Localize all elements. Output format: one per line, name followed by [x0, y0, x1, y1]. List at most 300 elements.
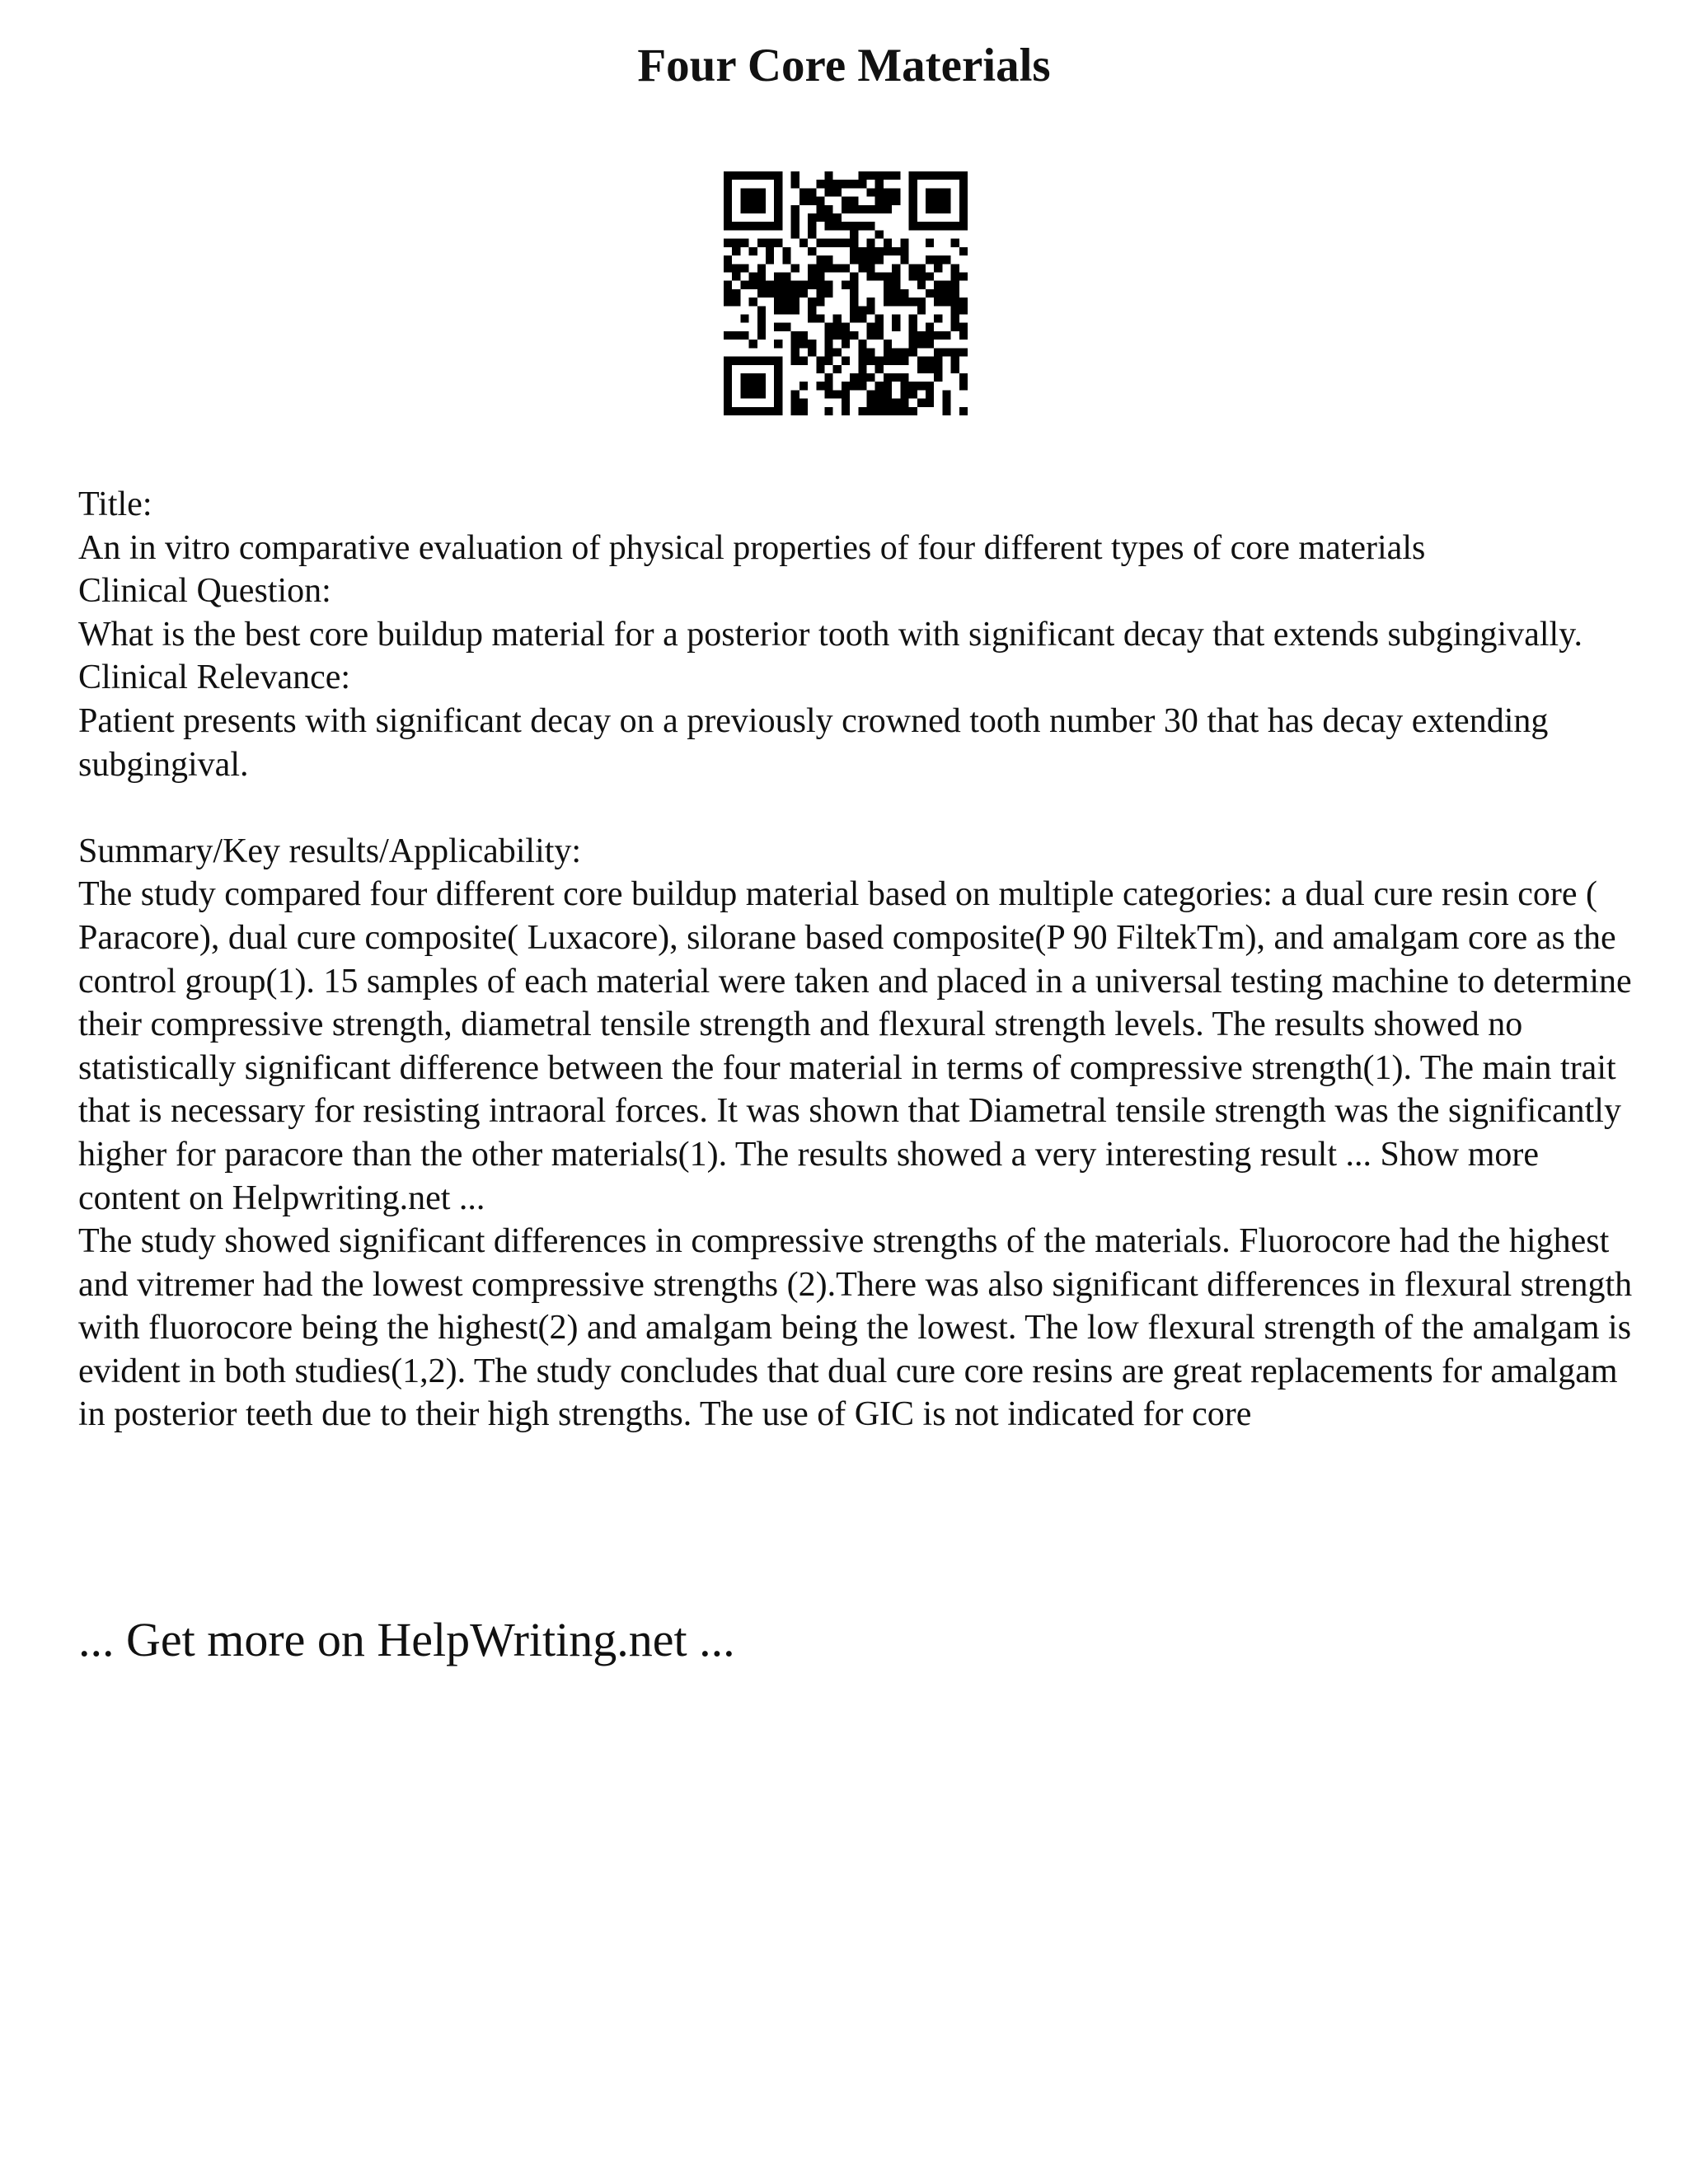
qr-module	[808, 272, 816, 280]
qr-module	[900, 298, 908, 306]
qr-module	[892, 298, 900, 306]
qr-module	[892, 264, 900, 272]
qr-module	[850, 255, 858, 264]
qr-module	[884, 407, 892, 415]
qr-module	[833, 323, 842, 331]
qr-module	[782, 306, 790, 314]
qr-module	[884, 348, 892, 356]
qr-module	[926, 171, 934, 180]
qr-module	[917, 264, 926, 272]
qr-module	[934, 331, 942, 340]
qr-module	[926, 255, 934, 264]
qr-module	[791, 180, 799, 188]
qr-module	[833, 315, 842, 323]
qr-module	[875, 315, 884, 323]
qr-module	[858, 180, 866, 188]
qr-module	[824, 407, 832, 415]
section-spacer	[78, 786, 1644, 830]
qr-module	[942, 289, 950, 298]
qr-module	[934, 357, 942, 365]
qr-module	[842, 281, 850, 289]
qr-module	[774, 188, 782, 196]
qr-module	[766, 289, 774, 298]
qr-module	[824, 222, 832, 230]
qr-module	[942, 188, 950, 196]
qr-module	[749, 298, 757, 306]
qr-module	[942, 197, 950, 205]
qr-module	[782, 255, 790, 264]
qr-module	[942, 348, 950, 356]
qr-code-icon	[724, 171, 968, 415]
qr-module	[740, 373, 748, 382]
title-text: An in vitro comparative evaluation of physical properties of four different types of core materials	[78, 528, 1426, 567]
qr-module	[884, 188, 892, 196]
qr-module	[791, 205, 799, 213]
qr-module	[942, 399, 950, 407]
qr-module	[757, 205, 766, 213]
qr-module	[774, 357, 782, 365]
qr-module	[824, 255, 832, 264]
qr-module	[791, 306, 799, 314]
qr-module	[926, 289, 934, 298]
qr-module	[749, 407, 757, 415]
qr-module	[842, 205, 850, 213]
qr-module	[774, 390, 782, 398]
qr-module	[724, 171, 732, 180]
qr-module	[892, 399, 900, 407]
summary-paragraph-2: The study showed significant differences in compressive strengths of the materials. Fluorocore had the highest and vitremer had the lowest compressive strengths (2).There was also significant differences in flexural strength with fluorocore being the highest(2) and amalgam being the lowest. The low flexural strength of the amalgam is evident in both studies(1,2). The study concludes that dual cure core resins are great replacements for amalgam in posterior teeth due to their high strengths. The use of GIC is not indicated for core	[78, 1222, 1633, 1434]
qr-module	[867, 298, 875, 306]
qr-module	[850, 239, 858, 247]
qr-module	[934, 171, 942, 180]
qr-module	[850, 222, 858, 230]
qr-module	[808, 298, 816, 306]
qr-module	[875, 247, 884, 255]
qr-module	[892, 323, 900, 331]
qr-module	[909, 407, 917, 415]
qr-module	[782, 272, 790, 280]
qr-module	[842, 399, 850, 407]
qr-module	[942, 255, 950, 264]
qr-module	[740, 315, 748, 323]
qr-module	[900, 382, 908, 390]
qr-module	[816, 365, 824, 373]
qr-module	[892, 247, 900, 255]
qr-module	[867, 348, 875, 356]
qr-module	[917, 298, 926, 306]
qr-module	[749, 205, 757, 213]
qr-module	[892, 407, 900, 415]
qr-module	[934, 365, 942, 373]
qr-module	[757, 331, 766, 340]
qr-module	[791, 340, 799, 348]
qr-module	[858, 306, 866, 314]
qr-module	[850, 289, 858, 298]
qr-module	[850, 298, 858, 306]
qr-module	[867, 357, 875, 365]
qr-module	[791, 331, 799, 340]
qr-module	[757, 390, 766, 398]
qr-module	[900, 247, 908, 255]
qr-module	[724, 390, 732, 398]
qr-module	[724, 331, 732, 340]
qr-module	[875, 205, 884, 213]
qr-module	[951, 315, 959, 323]
qr-module	[824, 171, 832, 180]
qr-module	[892, 272, 900, 280]
qr-module	[799, 289, 808, 298]
qr-module	[757, 281, 766, 289]
qr-module	[858, 247, 866, 255]
qr-module	[900, 255, 908, 264]
qr-module	[774, 399, 782, 407]
qr-module	[959, 247, 968, 255]
qr-module	[791, 407, 799, 415]
qr-module	[749, 222, 757, 230]
qr-module	[740, 264, 748, 272]
qr-module	[774, 306, 782, 314]
qr-module	[909, 171, 917, 180]
qr-module	[867, 390, 875, 398]
qr-module	[951, 298, 959, 306]
qr-module	[782, 323, 790, 331]
qr-module	[842, 390, 850, 398]
qr-module	[774, 323, 782, 331]
qr-module	[791, 222, 799, 230]
qr-module	[942, 331, 950, 340]
qr-module	[833, 264, 842, 272]
qr-module	[850, 315, 858, 323]
qr-module	[824, 357, 832, 365]
qr-module	[934, 188, 942, 196]
qr-module	[824, 382, 832, 390]
qr-module	[867, 331, 875, 340]
qr-module	[816, 289, 824, 298]
get-more-link[interactable]: ... Get more on HelpWriting.net ...	[78, 1613, 735, 1666]
qr-module	[926, 399, 934, 407]
qr-module	[816, 357, 824, 365]
qr-module	[833, 213, 842, 222]
qr-module	[926, 239, 934, 247]
qr-module	[816, 315, 824, 323]
qr-module	[740, 281, 748, 289]
qr-module	[808, 348, 816, 356]
qr-module	[858, 382, 866, 390]
qr-module	[858, 357, 866, 365]
qr-module	[909, 390, 917, 398]
qr-module	[900, 407, 908, 415]
qr-module	[867, 272, 875, 280]
qr-module	[766, 255, 774, 264]
qr-module	[909, 382, 917, 390]
qr-module	[951, 357, 959, 365]
qr-module	[724, 213, 732, 222]
qr-module	[824, 180, 832, 188]
qr-module	[850, 247, 858, 255]
qr-module	[959, 306, 968, 314]
qr-module	[766, 171, 774, 180]
qr-module	[867, 407, 875, 415]
qr-module	[850, 331, 858, 340]
qr-module	[766, 407, 774, 415]
qr-module	[858, 171, 866, 180]
qr-module	[892, 197, 900, 205]
qr-module	[833, 348, 842, 356]
qr-module	[942, 407, 950, 415]
qr-module	[749, 357, 757, 365]
qr-module	[884, 373, 892, 382]
qr-module	[926, 197, 934, 205]
qr-module	[867, 264, 875, 272]
qr-module	[934, 315, 942, 323]
qr-module	[824, 348, 832, 356]
qr-module	[858, 255, 866, 264]
qr-module	[774, 205, 782, 213]
qr-module	[749, 188, 757, 196]
qr-module	[875, 197, 884, 205]
qr-module	[850, 197, 858, 205]
qr-module	[909, 331, 917, 340]
qr-module	[766, 239, 774, 247]
qr-module	[724, 365, 732, 373]
qr-module	[782, 281, 790, 289]
qr-module	[740, 188, 748, 196]
qr-module	[926, 272, 934, 280]
qr-module	[926, 331, 934, 340]
qr-module	[824, 213, 832, 222]
qr-module	[884, 205, 892, 213]
qr-module	[917, 365, 926, 373]
qr-module	[942, 171, 950, 180]
qr-module	[875, 171, 884, 180]
qr-module	[724, 205, 732, 213]
qr-module	[724, 298, 732, 306]
qr-module	[884, 197, 892, 205]
qr-module	[732, 222, 740, 230]
qr-module	[909, 180, 917, 188]
qr-module	[766, 281, 774, 289]
qr-module	[900, 289, 908, 298]
qr-module	[799, 399, 808, 407]
document-body	[78, 483, 1644, 1436]
qr-module	[850, 373, 858, 382]
qr-module	[842, 331, 850, 340]
qr-module	[942, 390, 950, 398]
qr-module	[959, 373, 968, 382]
qr-module	[858, 340, 866, 348]
qr-module	[875, 365, 884, 373]
qr-module	[724, 222, 732, 230]
qr-module	[909, 315, 917, 323]
qr-module	[917, 306, 926, 314]
qr-module	[749, 382, 757, 390]
qr-module	[850, 281, 858, 289]
qr-module	[833, 390, 842, 398]
qr-module	[884, 171, 892, 180]
qr-module	[732, 264, 740, 272]
qr-module	[824, 373, 832, 382]
qr-module	[926, 390, 934, 398]
qr-module	[774, 298, 782, 306]
qr-module	[724, 289, 732, 298]
qr-module	[875, 382, 884, 390]
qr-module	[942, 298, 950, 306]
qr-module	[749, 197, 757, 205]
qr-module	[824, 264, 832, 272]
qr-module	[892, 289, 900, 298]
qr-module	[867, 373, 875, 382]
qr-module	[951, 222, 959, 230]
qr-module	[791, 390, 799, 398]
qr-module	[732, 357, 740, 365]
qr-module	[791, 289, 799, 298]
qr-module	[757, 222, 766, 230]
qr-module	[951, 264, 959, 272]
qr-module	[858, 373, 866, 382]
qr-module	[858, 348, 866, 356]
qr-module	[959, 298, 968, 306]
qr-module	[951, 281, 959, 289]
qr-module	[757, 272, 766, 280]
qr-module	[782, 298, 790, 306]
qr-module	[757, 357, 766, 365]
qr-module	[951, 348, 959, 356]
summary-paragraph-1: The study compared four different core buildup material based on multiple categories: a dual cure resin core ( Paracore), dual cure composite( Luxacore), silorane based composite(P 90 FiltekTm), and amalgam core as the control group(1). 15 samples of each material were taken and placed in a universal testing machine to determine their compressive strength, diametral tensile strength and flexural strength levels. The results showed no statistically significant difference between the four material in terms of compressive strength(1). The main trait that is necessary for resisting intraoral forces. It was shown that Diametral tensile strength was the significantly higher for paracore than the other materials(1). The results showed a very interesting result ... Show more content on Helpwriting.net ...	[78, 875, 1632, 1217]
qr-module	[757, 289, 766, 298]
qr-module	[842, 239, 850, 247]
qr-module	[917, 331, 926, 340]
qr-module	[942, 205, 950, 213]
qr-module	[740, 222, 748, 230]
qr-module	[824, 340, 832, 348]
qr-module	[833, 365, 842, 373]
qr-module	[824, 331, 832, 340]
qr-module	[724, 180, 732, 188]
qr-module	[900, 390, 908, 398]
qr-module	[900, 373, 908, 382]
qr-module	[884, 340, 892, 348]
qr-module	[808, 188, 816, 196]
qr-module	[808, 213, 816, 222]
qr-module	[842, 197, 850, 205]
qr-module	[875, 188, 884, 196]
qr-module	[757, 197, 766, 205]
qr-module	[909, 222, 917, 230]
qr-module	[724, 399, 732, 407]
qr-module	[791, 348, 799, 356]
qr-module	[774, 171, 782, 180]
qr-module	[816, 239, 824, 247]
qr-module	[740, 239, 748, 247]
qr-module	[934, 289, 942, 298]
qr-module	[808, 315, 816, 323]
qr-module	[791, 230, 799, 238]
qr-module	[959, 180, 968, 188]
qr-module	[774, 382, 782, 390]
qr-module	[799, 357, 808, 365]
qr-module	[749, 373, 757, 382]
qr-module	[875, 272, 884, 280]
qr-module	[875, 180, 884, 188]
qr-module	[875, 323, 884, 331]
qr-module	[816, 213, 824, 222]
qr-module	[791, 357, 799, 365]
qr-module	[959, 205, 968, 213]
qr-module	[782, 289, 790, 298]
qr-module	[808, 247, 816, 255]
qr-module	[732, 171, 740, 180]
qr-module	[774, 340, 782, 348]
qr-module	[959, 323, 968, 331]
qr-module	[824, 188, 832, 196]
qr-module	[867, 239, 875, 247]
qr-module	[934, 197, 942, 205]
qr-module	[900, 239, 908, 247]
qr-module	[833, 222, 842, 230]
qr-module	[732, 298, 740, 306]
qr-module	[724, 382, 732, 390]
qr-module	[808, 281, 816, 289]
qr-module	[724, 188, 732, 196]
qr-module	[909, 264, 917, 272]
qr-module	[824, 289, 832, 298]
qr-module	[732, 289, 740, 298]
qr-module	[892, 357, 900, 365]
summary-label: Summary/Key results/Applicability:	[78, 832, 582, 870]
qr-module	[917, 222, 926, 230]
qr-module	[934, 281, 942, 289]
qr-module	[774, 239, 782, 247]
qr-module	[934, 255, 942, 264]
qr-module	[842, 340, 850, 348]
qr-module	[808, 197, 816, 205]
qr-module	[842, 357, 850, 365]
qr-module	[816, 272, 824, 280]
qr-module	[724, 281, 732, 289]
qr-module	[842, 407, 850, 415]
qr-module	[808, 340, 816, 348]
qr-module	[799, 331, 808, 340]
qr-module	[799, 197, 808, 205]
qr-module	[740, 390, 748, 398]
qr-module	[951, 239, 959, 247]
qr-module	[875, 230, 884, 238]
qr-module	[942, 222, 950, 230]
qr-module	[892, 188, 900, 196]
qr-module	[917, 357, 926, 365]
qr-module	[757, 239, 766, 247]
qr-module	[867, 171, 875, 180]
title-label: Title:	[78, 485, 152, 523]
qr-module	[959, 197, 968, 205]
qr-module	[757, 382, 766, 390]
qr-module	[917, 272, 926, 280]
qr-module	[917, 281, 926, 289]
qr-module	[816, 298, 824, 306]
qr-module	[951, 289, 959, 298]
qr-module	[757, 373, 766, 382]
qr-module	[934, 222, 942, 230]
qr-module	[732, 239, 740, 247]
qr-module	[892, 373, 900, 382]
qr-module	[858, 205, 866, 213]
qr-module	[875, 407, 884, 415]
qr-module	[799, 281, 808, 289]
qr-module	[959, 222, 968, 230]
qr-module	[959, 188, 968, 196]
qr-module	[740, 171, 748, 180]
qr-module	[740, 205, 748, 213]
